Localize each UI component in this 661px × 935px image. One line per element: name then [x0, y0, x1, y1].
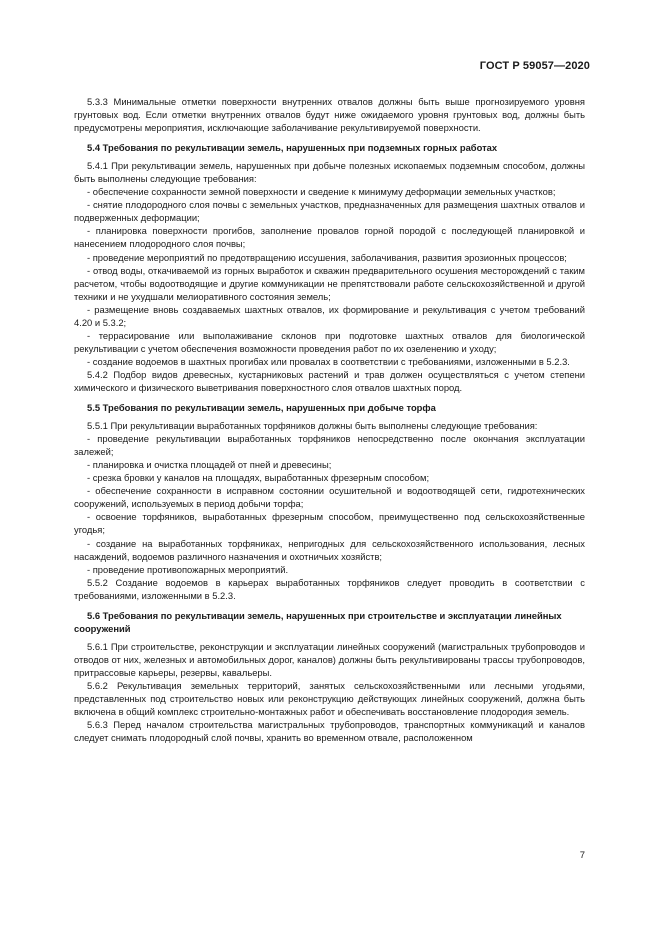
paragraph: 5.5.1 При рекультивации выработанных торфяников должны быть выполнены следующие требования:	[87, 420, 538, 432]
list-item: - отвод воды, откачиваемой из горных выработок и скважин предварительного осушения месторождений с таким расчетом, чтобы водоотводящие и другие коммуникации не препятствовали работе сельскохозяйственной и другой техники и не ухудшали мелиоративного состояния земель;	[74, 264, 585, 302]
list-item: - планировка поверхности прогибов, заполнение провалов горной породой с последующей планировкой и нанесением плодородного слоя почвы;	[74, 225, 585, 250]
list-item: - создание на выработанных торфяниках, непригодных для сельскохозяйственного использования, лесных насаждений, водоемов различного назначения и охотничьих хозяйств;	[74, 537, 585, 562]
list-item: - снятие плодородного слоя почвы с земельных участков, предназначенных для размещения шахтных отвалов и подверженных деформации;	[74, 199, 585, 224]
list-item: - проведение мероприятий по предотвращению иссушения, заболачивания, развития эрозионных процессов;	[87, 251, 567, 263]
list-item: - обеспечение сохранности земной поверхности и сведение к минимуму деформации земельных участков;	[87, 186, 556, 198]
page-number: 7	[579, 850, 585, 861]
section-heading: 5.6 Требования по рекультивации земель, нарушенных при строительстве и эксплуатации линейных сооружений	[74, 609, 562, 634]
list-item: - освоение торфяников, выработанных фрезерным способом, преимущественно под сельскохозяйственные угодья;	[74, 511, 585, 536]
standard-code: ГОСТ Р 59057—2020	[479, 60, 590, 72]
paragraph: 5.4.1 При рекультивации земель, нарушенных при добыче полезных ископаемых подземным способом, должны быть выполнены следующие требования:	[74, 160, 585, 185]
list-item: - обеспечение сохранности в исправном состоянии осушительной и водоотводящей сети, гидротехнических сооружений, используемых в период добычи торфа;	[74, 485, 585, 510]
list-item: - проведение противопожарных мероприятий.	[87, 563, 289, 575]
list-item: - планировка и очистка площадей от пней и древесины;	[87, 459, 332, 471]
section-heading: 5.4 Требования по рекультивации земель, нарушенных при подземных горных работах	[87, 142, 498, 154]
list-item: - проведение рекультивации выработанных торфяников непосредственно после окончания эксплуатации залежей;	[74, 433, 585, 458]
paragraph: 5.6.3 Перед началом строительства магистральных трубопроводов, транспортных коммуникаций и каналов следует снимать плодородный слой почвы, хранить во временном отвале, расположенном	[74, 719, 585, 744]
paragraph: 5.3.3 Минимальные отметки поверхности внутренних отвалов должны быть выше прогнозируемого уровня грунтовых вод. Если отметки внутренних отвалов будут ниже ожидаемого уровня грунтовых вод, должны быть предусмотрены мероприятия, исключающие заболачивание рекультивируемой поверхности.	[74, 96, 585, 134]
list-item: - размещение вновь создаваемых шахтных отвалов, их формирование и рекультивация с учетом требований 4.20 и 5.3.2;	[74, 303, 585, 328]
section-heading: 5.5 Требования по рекультивации земель, нарушенных при добыче торфа	[87, 402, 436, 414]
list-item: - создание водоемов в шахтных прогибах или провалах в соответствии с требованиями, изложенными в 5.2.3.	[87, 355, 570, 367]
list-item: - срезка бровки у каналов на площадях, выработанных фрезерным способом;	[87, 472, 430, 484]
paragraph: 5.4.2 Подбор видов древесных, кустарниковых растений и трав должен осуществляться с учетом степени химического и физического выветривания поверхностного слоя отвалов шахтных пород.	[74, 368, 585, 393]
paragraph: 5.6.2 Рекультивация земельных территорий, занятых сельскохозяйственными или лесными угодьями, представленных под строительство новых или реконструкцию действующих линейных сооружений, должна быть включена в общий комплекс строительно-монтажных работ и обеспечивать восстановление плодородия земель.	[74, 679, 585, 718]
paragraph: 5.6.1 При строительстве, реконструкции и эксплуатации линейных сооружений (магистральных трубопроводов и отводов от них, железных и автомобильных дорог, каналов) должны быть рекультивированы трассы трубопроводов, притрассовые карьеры, резервы, кавальеры.	[74, 640, 585, 678]
page-content	[74, 95, 585, 744]
paragraph: 5.5.2 Создание водоемов в карьерах выработанных торфяников следует проводить в соответствии с требованиями, изложенными в 5.2.3.	[74, 576, 585, 601]
list-item: - террасирование или выполаживание склонов при подготовке шахтных отвалов для биологической рекультивации с учетом обеспечения возможности проведения работ по их озеленению и уходу;	[74, 329, 585, 354]
